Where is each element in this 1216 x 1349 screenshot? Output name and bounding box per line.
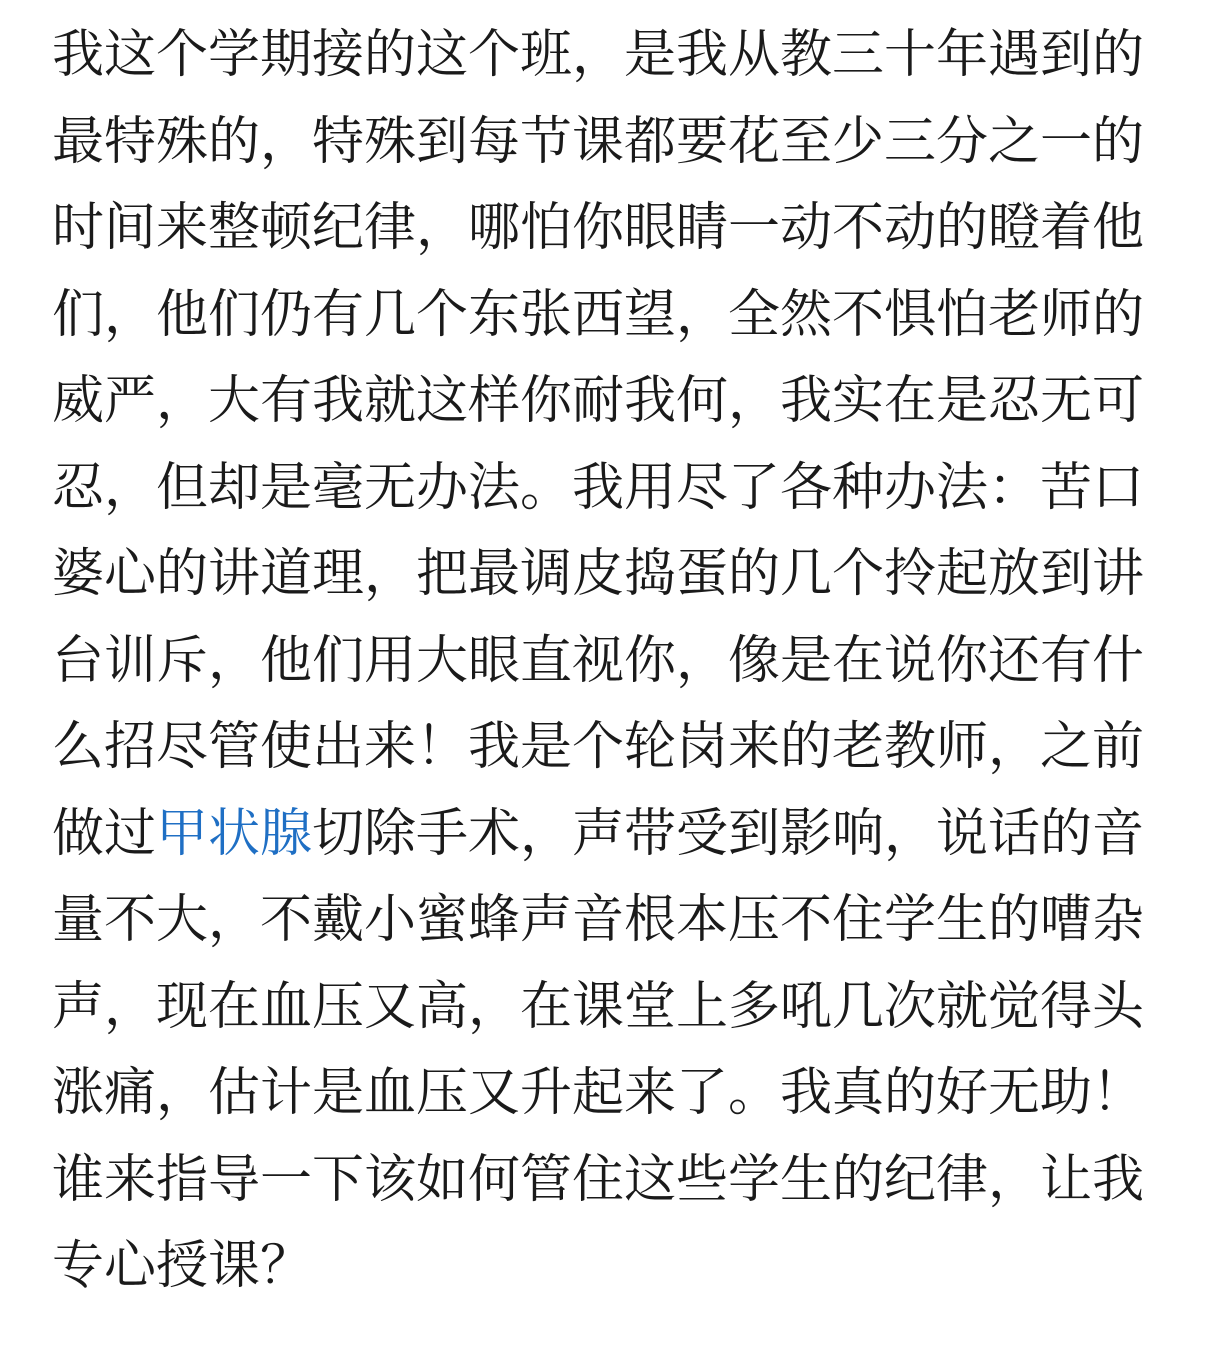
post-text-line xyxy=(52,704,1162,791)
post-text-segment: 谁来指导一下该如何管住这些学生的纪律，让我 xyxy=(52,1149,1145,1210)
post-text-segment: 量不大，不戴小蜜蜂声音根本压不住学生的嘈杂 xyxy=(52,890,1145,950)
post-text-line xyxy=(52,791,1162,878)
post-text-line xyxy=(52,618,1162,705)
post-text-line xyxy=(52,1223,1162,1310)
post-text-line xyxy=(52,272,1162,359)
keyword-link[interactable]: 甲状腺 xyxy=(156,803,313,864)
post-text-line xyxy=(52,12,1162,99)
post-text-segment: 么招尽管使出来！我是个轮岗来的老教师，之前 xyxy=(52,717,1145,777)
post-text-segment: 婆心的讲道理，把最调皮捣蛋的几个拎起放到讲 xyxy=(52,544,1145,604)
post-body xyxy=(52,12,1162,1310)
post-text-segment: 威严，大有我就这样你耐我何，我实在是忍无可 xyxy=(52,371,1145,431)
post-text-segment: 涨痛，估计是血压又升起来了。我真的好无助！ xyxy=(52,1063,1145,1123)
post-text-line xyxy=(52,99,1162,186)
post-text-line xyxy=(52,445,1162,532)
post-text-segment: 时间来整顿纪律，哪怕你眼睛一动不动的瞪着他 xyxy=(52,198,1145,258)
post-text-segment: 忍，但却是毫无办法。我用尽了各种办法：苦口 xyxy=(52,457,1145,518)
post-text-segment: 做过 xyxy=(52,803,157,864)
post-text-line xyxy=(52,358,1162,445)
post-text-segment: 声，现在血压又高，在课堂上多吼几次就觉得头 xyxy=(52,976,1145,1037)
post-text-segment: 我这个学期接的这个班，是我从教三十年遇到的 xyxy=(52,25,1145,85)
post-text-segment: 专心授课？ xyxy=(52,1236,313,1296)
post-text-line xyxy=(52,185,1162,272)
post-text-line xyxy=(52,1137,1162,1224)
post-text-line xyxy=(52,531,1162,618)
post-text-line xyxy=(52,964,1162,1051)
post-text-line xyxy=(52,877,1162,964)
post-text-segment: 台训斥，他们用大眼直视你，像是在说你还有什 xyxy=(52,630,1145,691)
post-text-segment: 最特殊的，特殊到每节课都要花至少三分之一的 xyxy=(52,111,1145,172)
post-text-segment: 切除手术，声带受到影响，说话的音 xyxy=(312,803,1145,864)
post-text-line xyxy=(52,1050,1162,1137)
post-text-segment: 们，他们仍有几个东张西望，全然不惧怕老师的 xyxy=(52,284,1145,345)
